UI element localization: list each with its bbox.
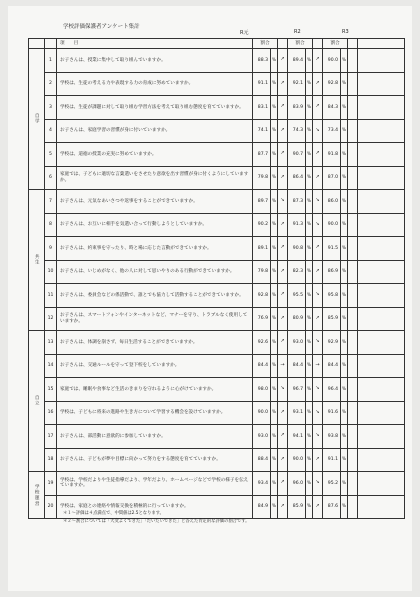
trend-arrow-icon: ↗ <box>313 143 323 167</box>
item-number: 17 <box>45 425 57 449</box>
percent-sign: % <box>271 448 278 472</box>
rate-r3: 96.4 <box>323 378 341 402</box>
blank-cell <box>348 284 358 308</box>
trend-arrow-icon: ↗ <box>278 143 288 167</box>
item-number: 18 <box>45 448 57 472</box>
blank-cell <box>348 448 358 472</box>
trend-arrow-icon: ↗ <box>278 213 288 237</box>
rate-r3: 87.0 <box>323 166 341 190</box>
blank-cell <box>358 378 405 402</box>
table-row <box>29 284 405 308</box>
rate-r1: 87.7 <box>253 143 271 167</box>
item-number: 7 <box>45 190 57 214</box>
item-number: 9 <box>45 237 57 261</box>
percent-sign: % <box>341 495 348 519</box>
rate-r2: 94.1 <box>288 425 306 449</box>
rate-r1: 76.9 <box>253 307 271 331</box>
trend-arrow-icon: ↗ <box>313 237 323 261</box>
blank-cell <box>358 448 405 472</box>
table-row <box>29 331 405 355</box>
category-label: 学校運営 <box>29 472 45 519</box>
trend-arrow-icon: ↘ <box>313 213 323 237</box>
percent-sign: % <box>306 260 313 284</box>
rate-r2: 91.3 <box>288 213 306 237</box>
blank-cell <box>358 119 405 143</box>
trend-arrow-icon: ↗ <box>313 260 323 284</box>
item-number: 19 <box>45 472 57 496</box>
rate-r3: 92.9 <box>323 331 341 355</box>
rate-r2: 74.3 <box>288 119 306 143</box>
item-number: 2 <box>45 72 57 96</box>
blank-cell <box>358 425 405 449</box>
percent-sign: % <box>341 213 348 237</box>
trend-arrow-icon: ↗ <box>313 96 323 120</box>
table-row <box>29 448 405 472</box>
percent-sign: % <box>306 49 313 73</box>
rate-r1: 91.1 <box>253 72 271 96</box>
trend-arrow-icon: ↗ <box>278 425 288 449</box>
trend-arrow-icon: ↗ <box>313 166 323 190</box>
item-number: 14 <box>45 354 57 378</box>
table-row <box>29 190 405 214</box>
rate-r1: 88.4 <box>253 448 271 472</box>
rate-r2: 90.0 <box>288 448 306 472</box>
blank-cell <box>358 190 405 214</box>
trend-arrow-icon: ↗ <box>313 448 323 472</box>
rate-r1: 79.8 <box>253 260 271 284</box>
blank-cell <box>348 96 358 120</box>
percent-sign: % <box>271 401 278 425</box>
item-number: 5 <box>45 143 57 167</box>
percent-sign: % <box>341 284 348 308</box>
percent-sign: % <box>341 72 348 96</box>
trend-arrow-icon: ↗ <box>313 72 323 96</box>
blank-cell <box>348 378 358 402</box>
blank-cell <box>348 72 358 96</box>
rate-r3: 95.8 <box>323 284 341 308</box>
rate-r3: 90.0 <box>323 49 341 73</box>
note-2: ＊２～割合については「大変よくできた」「だいたいできた」と答えた肯定的な評価の割合です。 <box>63 519 250 524</box>
question-text: 学校は、生徒の考える力や表現する力の育成に努めていますか。 <box>57 72 253 96</box>
blank-cell <box>358 495 405 519</box>
document-title: 学校評価保護者アンケート集計 <box>63 24 140 30</box>
blank-cell <box>348 237 358 261</box>
percent-sign: % <box>271 96 278 120</box>
rate-r1: 84.9 <box>253 495 271 519</box>
blank-cell <box>348 495 358 519</box>
trend-arrow-icon: ↗ <box>313 495 323 519</box>
table-row <box>29 425 405 449</box>
question-text: 学校は、生徒が課題に対して取り組む学習方法を考えて取り組む態度を育てていますか。 <box>57 96 253 120</box>
trend-arrow-icon: ↘ <box>313 119 323 143</box>
survey-table <box>28 38 405 519</box>
percent-sign: % <box>271 354 278 378</box>
header-blank-3 <box>348 39 358 49</box>
item-number: 1 <box>45 49 57 73</box>
table-row <box>29 72 405 96</box>
trend-arrow-icon: ↗ <box>278 401 288 425</box>
trend-arrow-icon: ↘ <box>313 472 323 496</box>
percent-sign: % <box>341 143 348 167</box>
trend-arrow-icon: ↘ <box>313 331 323 355</box>
rate-r2: 83.9 <box>288 96 306 120</box>
rate-r3: 91.8 <box>323 143 341 167</box>
question-text: 学校は、家庭との連絡や情報交換を積極的に行っていますか。 <box>57 495 253 519</box>
percent-sign: % <box>306 72 313 96</box>
blank-cell <box>348 143 358 167</box>
table-row <box>29 378 405 402</box>
trend-arrow-icon: ↗ <box>278 472 288 496</box>
item-number: 12 <box>45 307 57 331</box>
rate-r1: 92.6 <box>253 331 271 355</box>
trend-arrow-icon: ↗ <box>278 72 288 96</box>
percent-sign: % <box>271 190 278 214</box>
question-text: お子さんは、約束事を守ったり、時と場に応じた言動ができていますか。 <box>57 237 253 261</box>
percent-sign: % <box>341 166 348 190</box>
question-text: お子さんは、家庭学習の習慣が身に付いていますか。 <box>57 119 253 143</box>
trend-arrow-icon: → <box>313 354 323 378</box>
percent-sign: % <box>271 166 278 190</box>
rate-r1: 92.8 <box>253 284 271 308</box>
percent-sign: % <box>306 96 313 120</box>
rate-r2: 96.7 <box>288 378 306 402</box>
blank-cell <box>358 354 405 378</box>
percent-sign: % <box>306 378 313 402</box>
percent-sign: % <box>271 472 278 496</box>
blank-cell <box>358 166 405 190</box>
percent-sign: % <box>271 425 278 449</box>
question-text: 学校は、道徳の授業の充実に努めていますか。 <box>57 143 253 167</box>
percent-sign: % <box>341 448 348 472</box>
percent-sign: % <box>306 472 313 496</box>
rate-r3: 91.5 <box>323 237 341 261</box>
rate-r1: 93.0 <box>253 425 271 449</box>
trend-arrow-icon: ↘ <box>278 378 288 402</box>
header-item: 項 目 <box>57 39 253 49</box>
trend-arrow-icon: ↗ <box>278 96 288 120</box>
rate-r2: 86.4 <box>288 166 306 190</box>
rate-r3: 91.1 <box>323 448 341 472</box>
percent-sign: % <box>271 495 278 519</box>
rate-r3: 87.6 <box>323 495 341 519</box>
rate-r2: 84.4 <box>288 354 306 378</box>
blank-cell <box>358 284 405 308</box>
item-number: 3 <box>45 96 57 120</box>
blank-cell <box>358 49 405 73</box>
blank-cell <box>348 49 358 73</box>
blank-cell <box>348 425 358 449</box>
note-1: ＊１～評価は４点満点で、中間値は2.5となります。 <box>63 511 164 516</box>
blank-cell <box>348 260 358 284</box>
percent-sign: % <box>341 96 348 120</box>
blank-cell <box>348 190 358 214</box>
table-header-row <box>29 39 405 49</box>
trend-arrow-icon: ↗ <box>278 119 288 143</box>
question-text: お子さんは、委員会などの係活動で、誰とでも協力して活動することができていますか。 <box>57 284 253 308</box>
table-row <box>29 472 405 496</box>
percent-sign: % <box>271 143 278 167</box>
blank-cell <box>358 260 405 284</box>
percent-sign: % <box>271 331 278 355</box>
trend-arrow-icon: ↗ <box>278 49 288 73</box>
percent-sign: % <box>341 378 348 402</box>
blank-cell <box>348 119 358 143</box>
table-row <box>29 49 405 73</box>
percent-sign: % <box>341 49 348 73</box>
rate-r1: 90.0 <box>253 401 271 425</box>
category-label: 共生 <box>29 190 45 331</box>
blank-cell <box>358 401 405 425</box>
header-number-cell <box>45 39 57 49</box>
rate-r3: 84.4 <box>323 354 341 378</box>
blank-cell <box>348 472 358 496</box>
rate-r1: 93.4 <box>253 472 271 496</box>
question-text: お子さんは、子どもが夢や目標に向かって努力をする態度を育てていますか。 <box>57 448 253 472</box>
rate-r1: 89.7 <box>253 190 271 214</box>
rate-r3: 73.4 <box>323 119 341 143</box>
table-row <box>29 260 405 284</box>
item-number: 15 <box>45 378 57 402</box>
rate-r2: 93.1 <box>288 401 306 425</box>
rate-r2: 90.7 <box>288 143 306 167</box>
item-number: 4 <box>45 119 57 143</box>
rate-r1: 90.2 <box>253 213 271 237</box>
trend-arrow-icon: ↘ <box>313 284 323 308</box>
table-row <box>29 143 405 167</box>
header-rate-r2: 割合 <box>288 39 313 49</box>
rate-r2: 87.3 <box>288 190 306 214</box>
rate-r1: 98.0 <box>253 378 271 402</box>
trend-arrow-icon: ↘ <box>313 425 323 449</box>
percent-sign: % <box>341 331 348 355</box>
percent-sign: % <box>306 237 313 261</box>
percent-sign: % <box>306 401 313 425</box>
percent-sign: % <box>341 237 348 261</box>
rate-r3: 93.8 <box>323 425 341 449</box>
percent-sign: % <box>271 72 278 96</box>
item-number: 6 <box>45 166 57 190</box>
rate-r2: 80.9 <box>288 307 306 331</box>
blank-cell <box>348 354 358 378</box>
trend-arrow-icon: ↗ <box>278 166 288 190</box>
question-text: お子さんは、授業に集中して取り組んでいますか。 <box>57 49 253 73</box>
year-header-r1: R元 <box>240 30 249 36</box>
question-text: お子さんは、体調を崩さず、毎日生活することができていますか。 <box>57 331 253 355</box>
rate-r3: 86.0 <box>323 190 341 214</box>
document-page <box>8 6 412 591</box>
rate-r3: 92.8 <box>323 72 341 96</box>
question-text: お子さんは、元気なあいさつや返事をすることができていますか。 <box>57 190 253 214</box>
table-row <box>29 213 405 237</box>
rate-r1: 79.8 <box>253 166 271 190</box>
percent-sign: % <box>306 425 313 449</box>
table-row <box>29 166 405 190</box>
percent-sign: % <box>341 354 348 378</box>
header-rate-r1: 割合 <box>253 39 278 49</box>
percent-sign: % <box>271 49 278 73</box>
rate-r3: 91.6 <box>323 401 341 425</box>
blank-cell <box>348 401 358 425</box>
rate-r2: 90.8 <box>288 237 306 261</box>
question-text: お子さんは、交通ルールを守って登下校をしていますか。 <box>57 354 253 378</box>
percent-sign: % <box>341 401 348 425</box>
blank-cell <box>358 96 405 120</box>
percent-sign: % <box>271 284 278 308</box>
trend-arrow-icon: ↗ <box>278 495 288 519</box>
percent-sign: % <box>341 190 348 214</box>
item-number: 10 <box>45 260 57 284</box>
item-number: 8 <box>45 213 57 237</box>
blank-cell <box>348 166 358 190</box>
rate-r3: 86.9 <box>323 260 341 284</box>
table-row <box>29 307 405 331</box>
percent-sign: % <box>341 119 348 143</box>
rate-r3: 95.2 <box>323 472 341 496</box>
percent-sign: % <box>271 260 278 284</box>
percent-sign: % <box>271 213 278 237</box>
rate-r1: 84.4 <box>253 354 271 378</box>
blank-cell <box>358 213 405 237</box>
rate-r3: 90.0 <box>323 213 341 237</box>
trend-arrow-icon: ↗ <box>278 284 288 308</box>
table-row <box>29 401 405 425</box>
category-label: 自立 <box>29 331 45 472</box>
question-text: お子さんは、部活動に意欲的に参加していますか。 <box>57 425 253 449</box>
percent-sign: % <box>271 307 278 331</box>
rate-r3: 85.9 <box>323 307 341 331</box>
header-blank-2 <box>313 39 323 49</box>
trend-arrow-icon: ↗ <box>278 331 288 355</box>
rate-r2: 92.1 <box>288 72 306 96</box>
trend-arrow-icon: ↗ <box>278 448 288 472</box>
percent-sign: % <box>271 378 278 402</box>
blank-cell <box>348 307 358 331</box>
trend-arrow-icon: ↘ <box>313 190 323 214</box>
rate-r1: 83.1 <box>253 96 271 120</box>
question-text: お子さんは、スマートフォンやインターネットなど、マナーを守り、トラブルなく使用していますか。 <box>57 307 253 331</box>
year-header-r3: R3 <box>342 29 349 35</box>
item-number: 20 <box>45 495 57 519</box>
table-row <box>29 354 405 378</box>
trend-arrow-icon: ↗ <box>278 237 288 261</box>
percent-sign: % <box>306 307 313 331</box>
percent-sign: % <box>341 472 348 496</box>
percent-sign: % <box>306 354 313 378</box>
rate-r2: 93.0 <box>288 331 306 355</box>
question-text: 学校は、学校だよりや生徒指導だより、学年だより、ホームページなどで学校の様子を伝えていますか。 <box>57 472 253 496</box>
percent-sign: % <box>341 307 348 331</box>
rate-r2: 96.0 <box>288 472 306 496</box>
rate-r2: 89.4 <box>288 49 306 73</box>
notes <box>63 510 249 526</box>
question-text: お子さんは、いじめがなく、他の人に対して思いやりのある行動ができていますか。 <box>57 260 253 284</box>
percent-sign: % <box>271 119 278 143</box>
question-text: お子さんは、お互いに相手を気遣い合って行動しようとしていますか。 <box>57 213 253 237</box>
question-text: 家庭では、子どもに適切な言葉遣いをさせたり意欲を出す習慣が身に付くようにしていますか。 <box>57 166 253 190</box>
header-blank-1 <box>278 39 288 49</box>
blank-cell <box>348 213 358 237</box>
percent-sign: % <box>306 331 313 355</box>
trend-arrow-icon: ↘ <box>278 190 288 214</box>
header-category-cell <box>29 39 45 49</box>
header-blank-4 <box>358 39 405 49</box>
year-header-r2: R2 <box>294 29 301 35</box>
percent-sign: % <box>306 495 313 519</box>
percent-sign: % <box>271 237 278 261</box>
trend-arrow-icon: ↘ <box>313 378 323 402</box>
percent-sign: % <box>306 143 313 167</box>
rate-r3: 84.3 <box>323 96 341 120</box>
trend-arrow-icon: ↗ <box>313 49 323 73</box>
rate-r2: 95.5 <box>288 284 306 308</box>
rate-r2: 82.3 <box>288 260 306 284</box>
percent-sign: % <box>306 166 313 190</box>
blank-cell <box>358 143 405 167</box>
item-number: 13 <box>45 331 57 355</box>
trend-arrow-icon: ↘ <box>313 401 323 425</box>
percent-sign: % <box>306 284 313 308</box>
rate-r1: 88.3 <box>253 49 271 73</box>
trend-arrow-icon: ↗ <box>278 307 288 331</box>
header-rate-r3: 割合 <box>323 39 348 49</box>
table-row <box>29 119 405 143</box>
blank-cell <box>358 307 405 331</box>
blank-cell <box>348 331 358 355</box>
percent-sign: % <box>306 448 313 472</box>
rate-r1: 89.1 <box>253 237 271 261</box>
blank-cell <box>358 331 405 355</box>
question-text: 家庭では、睡眠や食事など生活のきまりを守れるように心がけていますか。 <box>57 378 253 402</box>
percent-sign: % <box>306 119 313 143</box>
trend-arrow-icon: ↗ <box>313 307 323 331</box>
item-number: 16 <box>45 401 57 425</box>
blank-cell <box>358 72 405 96</box>
trend-arrow-icon: ↗ <box>278 260 288 284</box>
percent-sign: % <box>341 425 348 449</box>
percent-sign: % <box>341 260 348 284</box>
rate-r1: 74.1 <box>253 119 271 143</box>
question-text: 学校は、子どもに将来の進路や生き方について学習する機会を設けていますか。 <box>57 401 253 425</box>
item-number: 11 <box>45 284 57 308</box>
percent-sign: % <box>306 213 313 237</box>
table-row <box>29 96 405 120</box>
trend-arrow-icon: → <box>278 354 288 378</box>
table-row <box>29 237 405 261</box>
blank-cell <box>358 237 405 261</box>
category-label: 自学 <box>29 49 45 190</box>
blank-cell <box>358 472 405 496</box>
rate-r2: 85.9 <box>288 495 306 519</box>
percent-sign: % <box>306 190 313 214</box>
